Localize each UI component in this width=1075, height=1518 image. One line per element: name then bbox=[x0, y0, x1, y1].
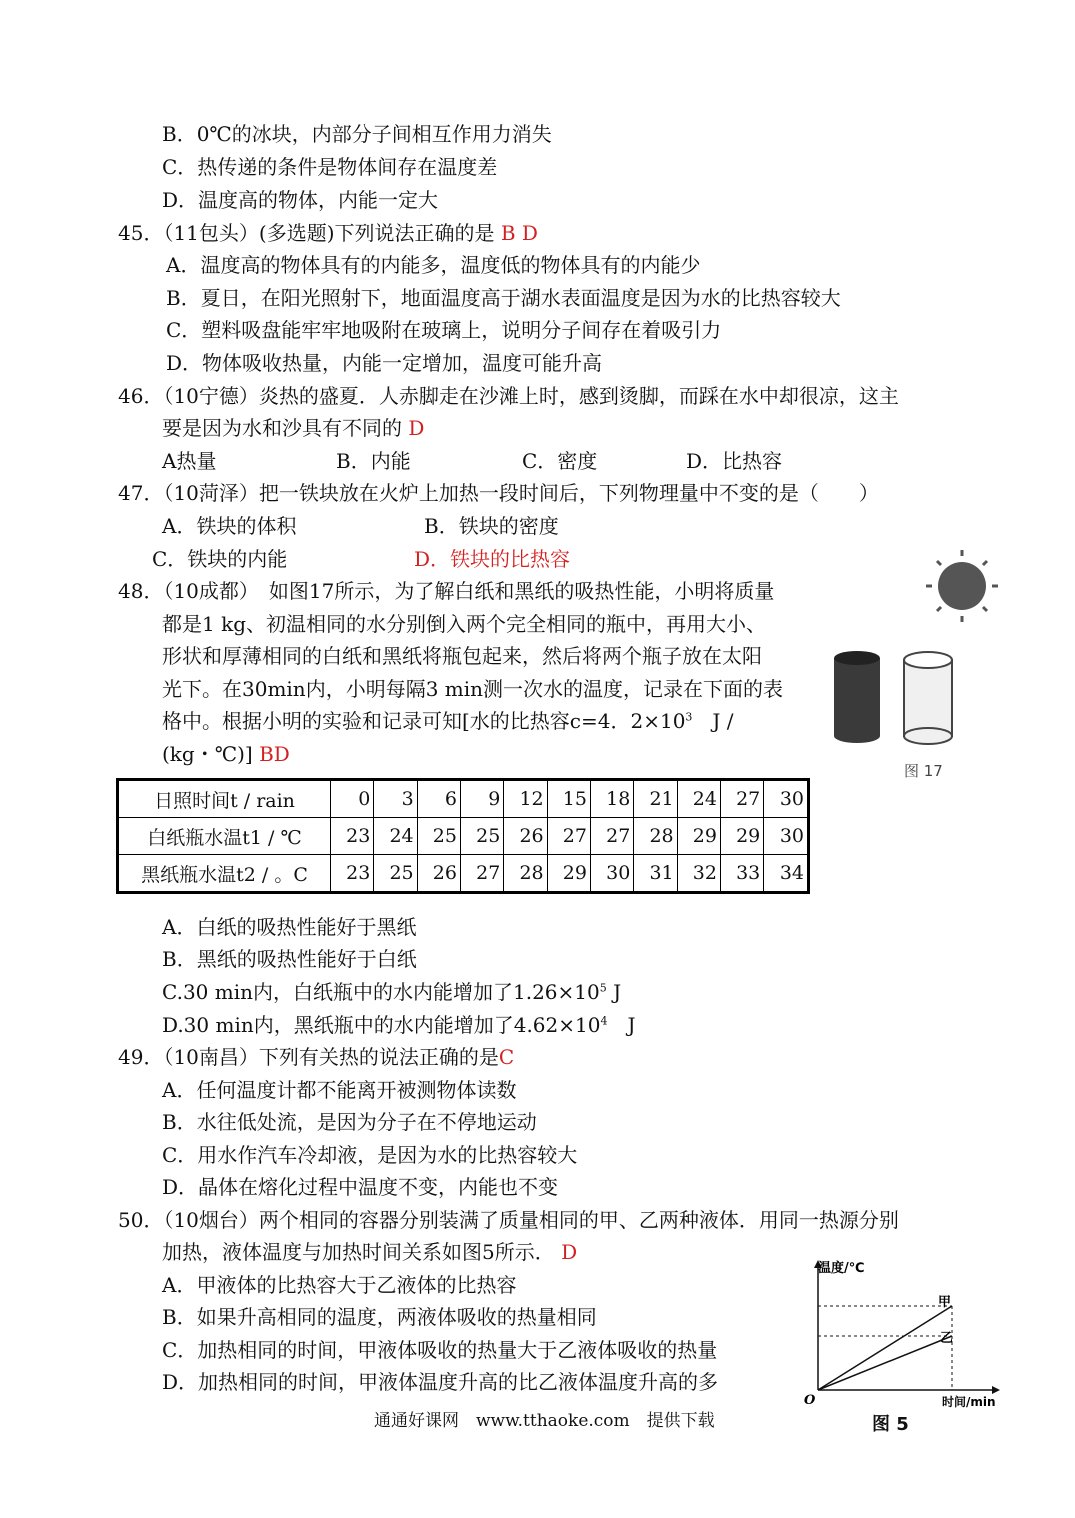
q46-option-b: B．内能 bbox=[336, 449, 411, 473]
q46-option-d: D．比热容 bbox=[686, 449, 783, 473]
q50-stem-2 bbox=[162, 1238, 577, 1266]
q48-stem-3: 形状和厚薄相同的白纸和黑纸将瓶包起来，然后将两个瓶子放在太阳 bbox=[162, 644, 762, 668]
table-cell: 30 bbox=[764, 818, 809, 855]
table-header: 黑纸瓶水温t2 / 。C bbox=[118, 855, 331, 893]
q45-stem-text: 45．（11包头）(多选题)下列说法正确的是 bbox=[118, 221, 495, 245]
q49-stem-text: 49．（10南昌）下列有关热的说法正确的是 bbox=[118, 1045, 499, 1069]
q45-stem bbox=[118, 219, 538, 247]
table-cell: 34 bbox=[764, 855, 809, 893]
q50-option-c: C．加热相同的时间，甲液体吸收的热量大于乙液体吸收的热量 bbox=[162, 1338, 718, 1362]
q48-option-a: A．白纸的吸热性能好于黑纸 bbox=[162, 915, 417, 939]
q48-option-d bbox=[162, 1011, 636, 1039]
table-cell: 25 bbox=[460, 818, 503, 855]
table-cell: 9 bbox=[460, 780, 503, 818]
q48-stem-4: 光下。在30min内，小明每隔3 min测一次水的温度，记录在下面的表 bbox=[162, 677, 784, 701]
table-cell: 25 bbox=[374, 855, 417, 893]
temperature-table bbox=[116, 778, 810, 894]
table-cell: 31 bbox=[634, 855, 677, 893]
q48-option-d-unit: J bbox=[607, 1013, 636, 1037]
table-cell: 21 bbox=[634, 780, 677, 818]
table-cell: 33 bbox=[720, 855, 763, 893]
table-cell: 30 bbox=[590, 855, 633, 893]
q50-option-a: A．甲液体的比热容大于乙液体的比热容 bbox=[162, 1273, 517, 1297]
table-row bbox=[118, 818, 809, 855]
q50-stem-text: 加热，液体温度与加热时间关系如图5所示． bbox=[162, 1240, 555, 1264]
table-cell: 28 bbox=[634, 818, 677, 855]
q44-option-b: B．0℃的冰块，内部分子间相互作用力消失 bbox=[162, 122, 552, 146]
q48-option-d-text: D.30 min内，黑纸瓶中的水内能增加了4.62×10 bbox=[162, 1013, 601, 1037]
q48-option-d-exponent: 4 bbox=[600, 1014, 608, 1028]
q48-option-c-exponent: 5 bbox=[599, 981, 607, 995]
table-cell: 23 bbox=[331, 855, 374, 893]
q46-stem-2 bbox=[162, 414, 424, 442]
table-cell: 27 bbox=[720, 780, 763, 818]
q50-answer: D bbox=[561, 1240, 578, 1264]
q44-option-d: D．温度高的物体，内能一定大 bbox=[162, 188, 439, 212]
table-cell: 29 bbox=[547, 855, 590, 893]
line-yi bbox=[818, 1336, 952, 1390]
q47-option-b: B．铁块的密度 bbox=[424, 514, 559, 538]
table-cell: 27 bbox=[460, 855, 503, 893]
table-row bbox=[118, 780, 809, 818]
q50-option-d: D．加热相同的时间，甲液体温度升高的比乙液体温度升高的多 bbox=[162, 1370, 719, 1394]
table-cell: 27 bbox=[547, 818, 590, 855]
table-cell: 30 bbox=[764, 780, 809, 818]
q48-option-c-text: C.30 min内，白纸瓶中的水内能增加了1.26×10 bbox=[162, 980, 600, 1004]
table-cell: 32 bbox=[677, 855, 720, 893]
table-cell: 28 bbox=[504, 855, 547, 893]
q46-option-a: A热量 bbox=[162, 449, 217, 473]
q48-option-c-unit: J bbox=[606, 980, 622, 1004]
q48-stem-6 bbox=[162, 740, 290, 768]
q49-stem bbox=[118, 1043, 514, 1071]
q49-answer: C bbox=[498, 1045, 515, 1069]
q48-answer: BD bbox=[259, 742, 290, 766]
q47-option-d-answer: D．铁块的比热容 bbox=[414, 547, 571, 571]
figure-5-caption: 图 5 bbox=[872, 1414, 909, 1435]
q45-option-d: D．物体吸收热量，内能一定增加，温度可能升高 bbox=[166, 351, 603, 375]
table-cell: 23 bbox=[331, 818, 374, 855]
table-cell: 18 bbox=[590, 780, 633, 818]
q47-option-c: C．铁块的内能 bbox=[152, 547, 288, 571]
q48-exponent: 3 bbox=[685, 710, 693, 724]
q49-option-b: B．水往低处流，是因为分子在不停地运动 bbox=[162, 1110, 537, 1134]
q45-option-c: C．塑料吸盘能牢牢地吸附在玻璃上，说明分子间存在着吸引力 bbox=[166, 318, 722, 342]
table-cell: 24 bbox=[677, 780, 720, 818]
series-yi-label: 乙 bbox=[940, 1331, 954, 1346]
q48-stem-2: 都是1 kg、初温相同的水分别倒入两个完全相同的瓶中，再用大小、 bbox=[162, 612, 767, 636]
table-cell: 26 bbox=[504, 818, 547, 855]
page-footer: 通通好课网 www.tthaoke.com 提供下载 bbox=[374, 1411, 715, 1431]
q47-option-a: A．铁块的体积 bbox=[162, 514, 297, 538]
table-row bbox=[118, 855, 809, 893]
x-axis-label: 时间/min bbox=[942, 1395, 996, 1409]
q45-option-a: A．温度高的物体具有的内能多，温度低的物体具有的内能少 bbox=[166, 253, 701, 277]
q48-stem-1: 48．（10成都） 如图17所示，为了解白纸和黑纸的吸热性能，小明将质量 bbox=[118, 579, 775, 603]
q48-option-c bbox=[162, 978, 621, 1006]
table-cell: 24 bbox=[374, 818, 417, 855]
table-cell: 27 bbox=[590, 818, 633, 855]
q48-stem-6-text: (kg・℃)] bbox=[162, 742, 253, 766]
sun-icon bbox=[926, 550, 998, 622]
table-cell: 26 bbox=[417, 855, 460, 893]
table-header: 日照时间t / rain bbox=[118, 780, 331, 818]
q48-stem-5-text: 格中。根据小明的实验和记录可知[水的比热容c=4．2×10 bbox=[162, 709, 686, 733]
q45-answer: B D bbox=[500, 221, 538, 245]
q50-stem-1: 50．（10烟台）两个相同的容器分别装满了质量相同的甲、乙两种液体．用同一热源分别 bbox=[118, 1208, 899, 1232]
table-cell: 29 bbox=[677, 818, 720, 855]
black-paper-bottle bbox=[834, 651, 880, 743]
q48-stem-5-unit: J / bbox=[692, 709, 734, 733]
x-axis-arrow-icon bbox=[992, 1386, 1000, 1394]
q46-stem-1: 46．（10宁德）炎热的盛夏．人赤脚走在沙滩上时，感到烫脚，而踩在水中却很凉，这主 bbox=[118, 384, 899, 408]
table-cell: 25 bbox=[417, 818, 460, 855]
table-cell: 12 bbox=[504, 780, 547, 818]
q46-option-c: C．密度 bbox=[522, 449, 598, 473]
line-jia bbox=[818, 1306, 952, 1390]
table-cell: 29 bbox=[720, 818, 763, 855]
series-jia-label: 甲 bbox=[938, 1295, 952, 1310]
q49-option-a: A．任何温度计都不能离开被测物体读数 bbox=[162, 1078, 517, 1102]
figure-17-caption: 图 17 bbox=[904, 762, 943, 780]
q49-option-d: D．晶体在熔化过程中温度不变，内能也不变 bbox=[162, 1175, 559, 1199]
q47-stem: 47．（10菏泽）把一铁块放在火炉上加热一段时间后，下列物理量中不变的是（ ） bbox=[118, 481, 879, 505]
y-axis-label: 温度/℃ bbox=[818, 1261, 865, 1276]
q48-option-b: B．黑纸的吸热性能好于白纸 bbox=[162, 947, 417, 971]
table-header: 白纸瓶水温t1 / ℃ bbox=[118, 818, 331, 855]
table-cell: 3 bbox=[374, 780, 417, 818]
q48-stem-5 bbox=[162, 707, 734, 735]
table-cell: 0 bbox=[331, 780, 374, 818]
q44-option-c: C．热传递的条件是物体间存在温度差 bbox=[162, 155, 498, 179]
white-paper-bottle bbox=[904, 652, 952, 744]
origin-label: O bbox=[804, 1393, 816, 1408]
q46-stem-text: 要是因为水和沙具有不同的 bbox=[162, 416, 402, 440]
figure-17-bottles bbox=[826, 548, 1006, 788]
q49-option-c: C．用水作汽车冷却液，是因为水的比热容较大 bbox=[162, 1143, 578, 1167]
table-cell: 15 bbox=[547, 780, 590, 818]
q50-option-b: B．如果升高相同的温度，两液体吸收的热量相同 bbox=[162, 1305, 597, 1329]
table-cell: 6 bbox=[417, 780, 460, 818]
q46-answer: D bbox=[408, 416, 425, 440]
q45-option-b: B．夏日，在阳光照射下，地面温度高于湖水表面温度是因为水的比热容较大 bbox=[166, 286, 841, 310]
